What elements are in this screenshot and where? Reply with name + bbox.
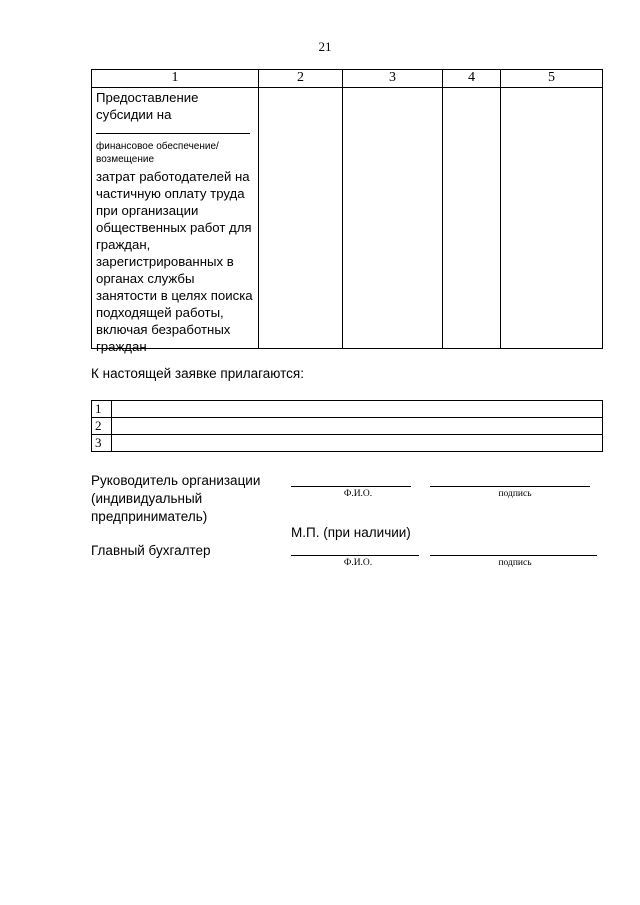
accountant-fio-caption: Ф.И.О. xyxy=(343,558,373,568)
attachment-number: 1 xyxy=(92,401,112,418)
table-row xyxy=(92,435,603,452)
subsidy-line-1: Предоставление xyxy=(96,90,199,105)
fill-in-hint: финансовое обеспечение/ возмещение xyxy=(96,141,219,165)
attachment-number: 2 xyxy=(92,418,112,435)
head-signatory-label: Руководитель организации (индивидуальный предприниматель) xyxy=(91,473,261,524)
table-cell-5 xyxy=(501,88,603,349)
subsidy-table xyxy=(91,69,603,354)
table-row xyxy=(92,418,603,435)
accountant-label: Главный бухгалтер xyxy=(91,543,211,558)
attachment-entry xyxy=(112,401,603,418)
attachments-heading: К настоящей заявке прилагаются: xyxy=(91,366,304,381)
head-signature-caption: подпись xyxy=(498,489,532,499)
head-fio-caption: Ф.И.О. xyxy=(343,489,373,499)
table-cell-4 xyxy=(443,88,501,349)
accountant-signature-line xyxy=(430,555,597,556)
attachment-entry xyxy=(112,418,603,435)
attachment-number: 3 xyxy=(92,435,112,452)
column-header-3: 3 xyxy=(343,70,443,88)
table-cell-3 xyxy=(343,88,443,349)
table-row xyxy=(92,401,603,418)
column-header-2: 2 xyxy=(259,70,343,88)
column-header-5: 5 xyxy=(501,70,603,88)
table-cell-2 xyxy=(259,88,343,349)
attachment-entry xyxy=(112,435,603,452)
accountant-fio-line xyxy=(291,555,419,556)
stamp-label: М.П. (при наличии) xyxy=(291,525,411,540)
head-signature-line xyxy=(430,486,590,487)
subsidy-purpose-text: затрат работодателей на частичную оплату труда при организации общественных работ для граждан, зарегистрированных в органах службы занятости в целях поиска подходящей работы, включая безработных граждан xyxy=(96,169,253,354)
table-row xyxy=(92,88,603,349)
column-header-4: 4 xyxy=(443,70,501,88)
table-header-row xyxy=(92,70,603,88)
attachments-table xyxy=(91,400,603,452)
fill-in-line xyxy=(96,123,250,134)
page-number: 21 xyxy=(318,39,332,54)
subsidy-description-cell xyxy=(92,88,259,354)
accountant-signature-caption: подпись xyxy=(498,558,532,568)
head-fio-line xyxy=(291,486,411,487)
column-header-1: 1 xyxy=(92,70,259,88)
subsidy-line-2: субсидии на xyxy=(96,107,172,122)
